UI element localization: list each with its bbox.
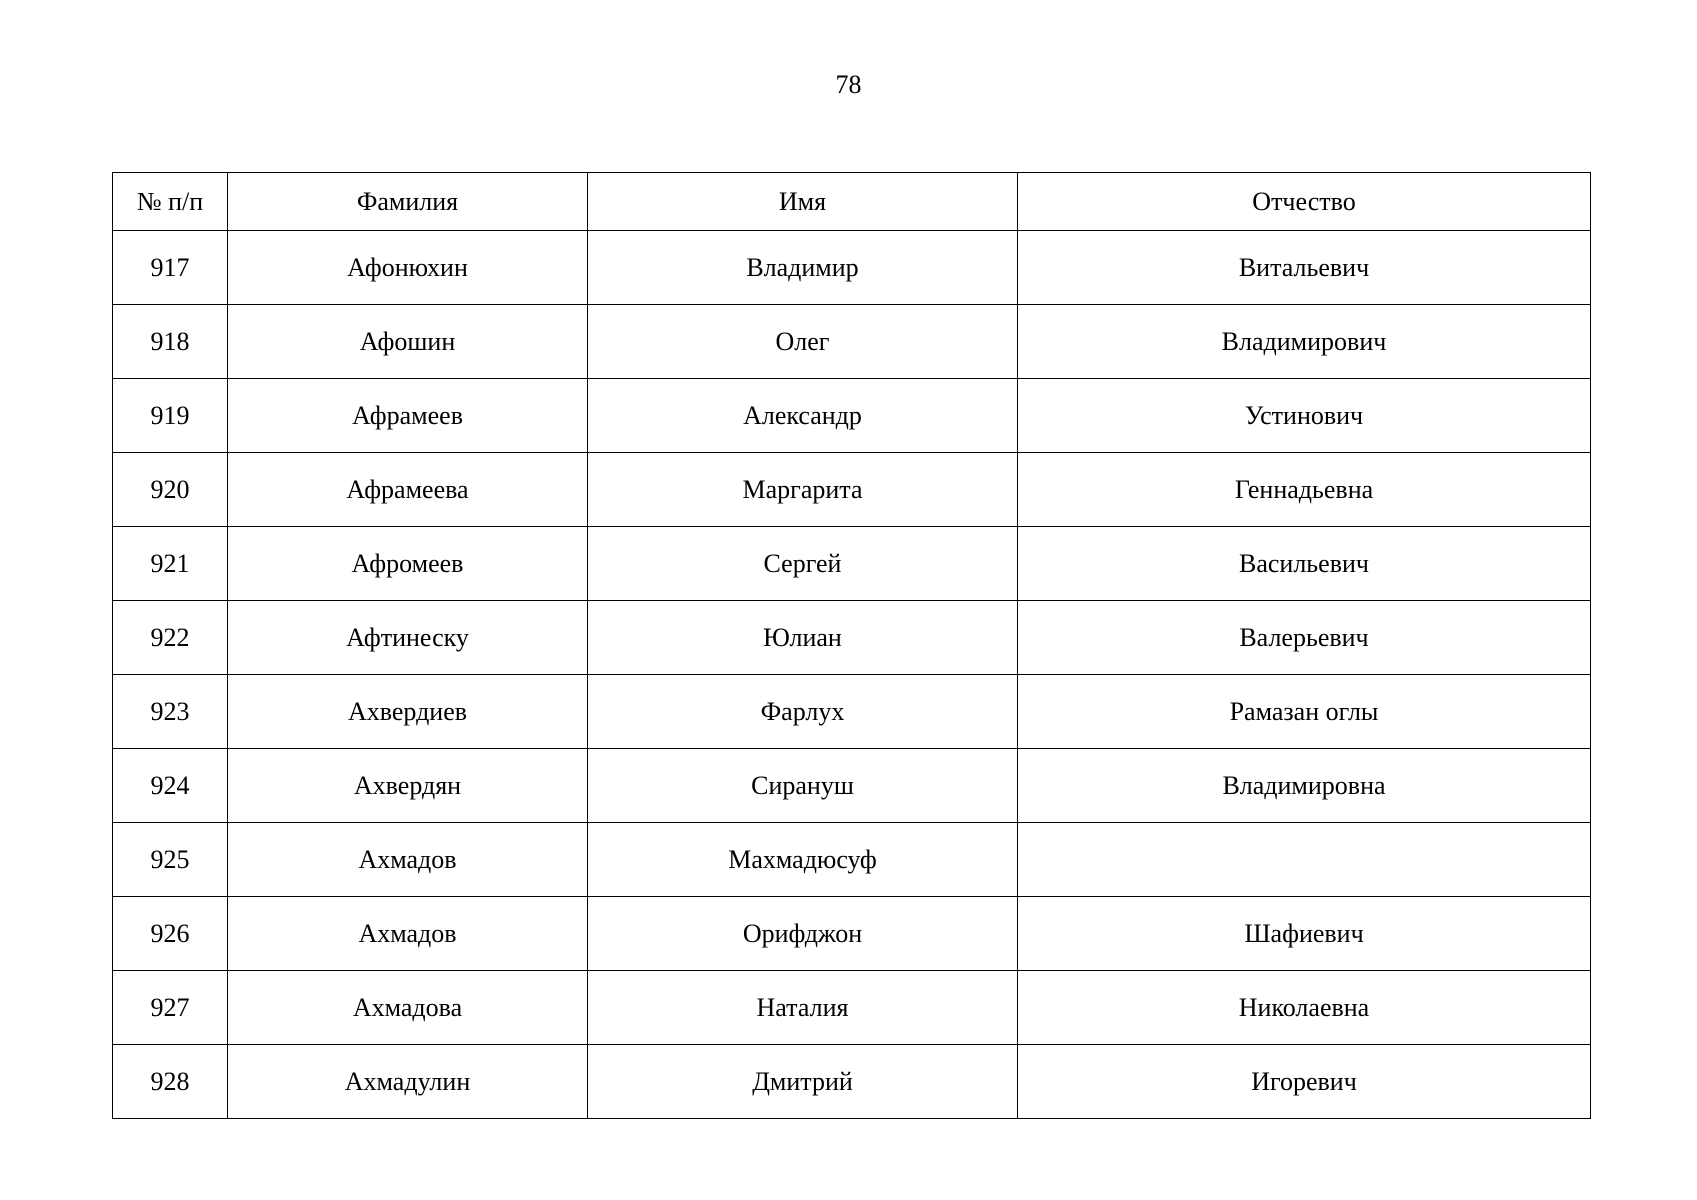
cell-number: 926 — [113, 897, 228, 971]
cell-number: 918 — [113, 305, 228, 379]
cell-patronymic — [1018, 823, 1591, 897]
cell-first-name: Махмадюсуф — [588, 823, 1018, 897]
table-row — [113, 897, 1591, 971]
cell-first-name: Александр — [588, 379, 1018, 453]
cell-number: 917 — [113, 231, 228, 305]
cell-patronymic: Владимировна — [1018, 749, 1591, 823]
cell-patronymic: Валерьевич — [1018, 601, 1591, 675]
cell-first-name: Дмитрий — [588, 1045, 1018, 1119]
cell-patronymic: Геннадьевна — [1018, 453, 1591, 527]
cell-last-name: Ахвердян — [228, 749, 588, 823]
cell-number: 928 — [113, 1045, 228, 1119]
page-number: 78 — [835, 70, 862, 99]
registry-table — [112, 172, 1591, 1119]
header-number: № п/п — [113, 173, 228, 231]
cell-last-name: Афрамеев — [228, 379, 588, 453]
cell-patronymic: Устинович — [1018, 379, 1591, 453]
cell-last-name: Ахвердиев — [228, 675, 588, 749]
table-row — [113, 305, 1591, 379]
cell-first-name: Юлиан — [588, 601, 1018, 675]
cell-number: 923 — [113, 675, 228, 749]
cell-last-name: Ахмадов — [228, 897, 588, 971]
table-row — [113, 971, 1591, 1045]
table-header — [113, 173, 1591, 231]
table-row — [113, 749, 1591, 823]
cell-last-name: Афошин — [228, 305, 588, 379]
cell-number: 922 — [113, 601, 228, 675]
table-row — [113, 675, 1591, 749]
header-last-name: Фамилия — [228, 173, 588, 231]
cell-patronymic: Шафиевич — [1018, 897, 1591, 971]
cell-number: 927 — [113, 971, 228, 1045]
cell-last-name: Ахмадулин — [228, 1045, 588, 1119]
header-patronymic: Отчество — [1018, 173, 1591, 231]
table-row — [113, 379, 1591, 453]
cell-first-name: Сергей — [588, 527, 1018, 601]
cell-patronymic: Рамазан оглы — [1018, 675, 1591, 749]
cell-patronymic: Игоревич — [1018, 1045, 1591, 1119]
cell-number: 925 — [113, 823, 228, 897]
cell-first-name: Владимир — [588, 231, 1018, 305]
cell-first-name: Наталия — [588, 971, 1018, 1045]
cell-number: 919 — [113, 379, 228, 453]
header-first-name: Имя — [588, 173, 1018, 231]
table-row — [113, 823, 1591, 897]
cell-first-name: Олег — [588, 305, 1018, 379]
table-row — [113, 601, 1591, 675]
table-row — [113, 453, 1591, 527]
cell-number: 920 — [113, 453, 228, 527]
cell-patronymic: Владимирович — [1018, 305, 1591, 379]
cell-last-name: Афромеев — [228, 527, 588, 601]
cell-first-name: Фарлух — [588, 675, 1018, 749]
cell-number: 924 — [113, 749, 228, 823]
table-body — [113, 231, 1591, 1119]
table-row — [113, 1045, 1591, 1119]
cell-last-name: Афрамеева — [228, 453, 588, 527]
cell-number: 921 — [113, 527, 228, 601]
header-row — [113, 173, 1591, 231]
cell-patronymic: Витальевич — [1018, 231, 1591, 305]
cell-last-name: Ахмадова — [228, 971, 588, 1045]
cell-first-name: Сирануш — [588, 749, 1018, 823]
cell-first-name: Орифджон — [588, 897, 1018, 971]
cell-patronymic: Васильевич — [1018, 527, 1591, 601]
cell-last-name: Афонюхин — [228, 231, 588, 305]
table-row — [113, 527, 1591, 601]
cell-last-name: Афтинеску — [228, 601, 588, 675]
table-row — [113, 231, 1591, 305]
cell-first-name: Маргарита — [588, 453, 1018, 527]
cell-patronymic: Николаевна — [1018, 971, 1591, 1045]
cell-last-name: Ахмадов — [228, 823, 588, 897]
